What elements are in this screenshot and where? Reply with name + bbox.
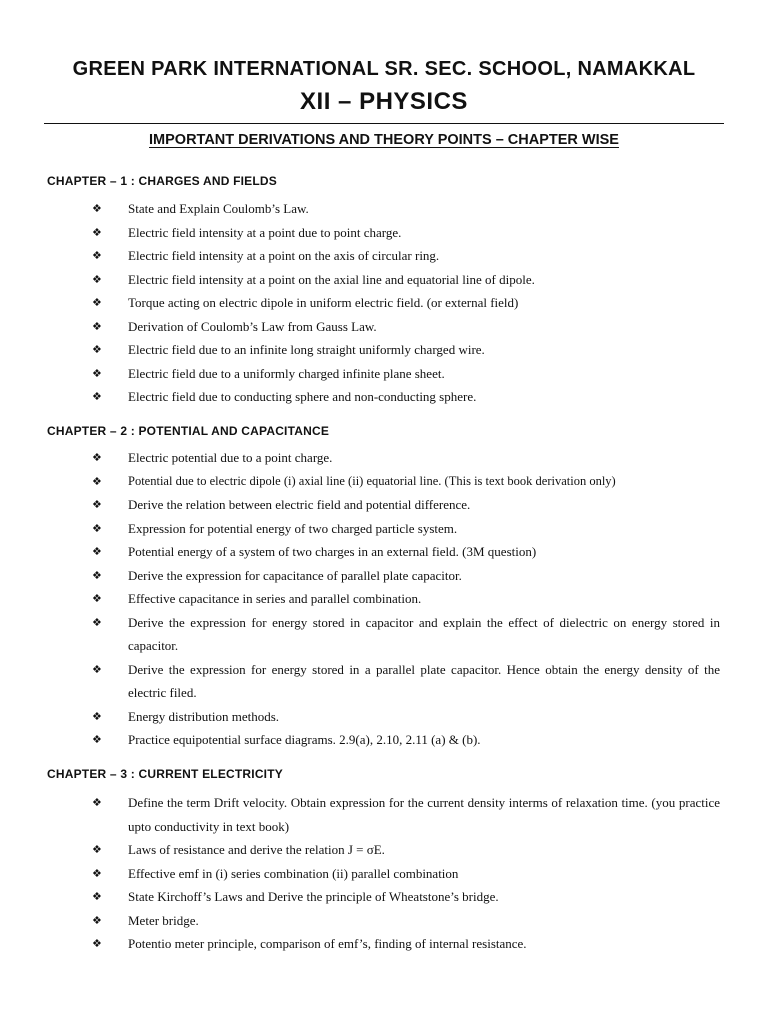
diamond-bullet-icon: ❖ [92,568,102,582]
diamond-bullet-icon: ❖ [92,937,102,950]
diamond-bullet-icon: ❖ [92,843,102,856]
diamond-bullet-icon: ❖ [92,498,102,511]
chapter-1-title: CHAPTER – 1 : CHARGES AND FIELDS [47,174,277,188]
document-heading-text: IMPORTANT DERIVATIONS AND THEORY POINTS – CHAPTER WISE [149,132,619,148]
list-item: ❖ Laws of resistance and derive the relation J = σE. [0,838,720,862]
list-item: ❖ Electric field due to a uniformly charged infinite plane sheet. [0,362,720,386]
list-item: ❖ Expression for potential energy of two charged particle system. [0,517,720,541]
diamond-bullet-icon: ❖ [92,545,102,558]
school-name: GREEN PARK INTERNATIONAL SR. SEC. SCHOOL, NAMAKKAL [72,58,696,80]
diamond-bullet-icon: ❖ [92,592,102,605]
diamond-bullet-icon: ❖ [92,272,102,286]
list-item: ❖ Potential energy of a system of two charges in an external field. (3M question) [0,540,720,564]
list-item: ❖ Torque acting on electric dipole in uniform electric field. (or external field) [0,291,720,315]
diamond-bullet-icon: ❖ [92,366,102,380]
list-item: ❖ Electric field due to an infinite long straight uniformly charged wire. [0,338,720,362]
list-item: ❖ Effective emf in (i) series combination (ii) parallel combination [0,862,720,886]
diamond-bullet-icon: ❖ [92,866,102,880]
list-item: ❖ Electric field intensity at a point on the axial line and equatorial line of dipole. [0,268,720,292]
list-item: ❖ Derivation of Coulomb’s Law from Gauss Law. [0,315,720,339]
diamond-bullet-icon: ❖ [92,390,102,403]
list-item: ❖ Derive the expression for capacitance of parallel plate capacitor. [0,564,720,588]
list-item: ❖ Derive the expression for energy stored in a parallel plate capacitor. Hence obtain the energy density of the electric filed. [0,658,720,705]
list-item: ❖ State and Explain Coulomb’s Law. [0,197,720,221]
diamond-bullet-icon: ❖ [92,225,102,239]
diamond-bullet-icon: ❖ [92,343,102,356]
diamond-bullet-icon: ❖ [92,709,102,723]
diamond-bullet-icon: ❖ [92,521,102,535]
diamond-bullet-icon: ❖ [92,796,102,809]
diamond-bullet-icon: ❖ [92,249,102,262]
document-heading [0,132,768,148]
diamond-bullet-icon: ❖ [92,319,102,333]
header-divider [44,123,724,124]
list-item: ❖ Meter bridge. [0,909,720,933]
diamond-bullet-icon: ❖ [92,202,102,215]
list-item: ❖ State Kirchoff’s Laws and Derive the principle of Wheatstone’s bridge. [0,885,720,909]
list-item: ❖ Energy distribution methods. [0,705,720,729]
list-item: ❖ Electric field intensity at a point due to point charge. [0,221,720,245]
diamond-bullet-icon: ❖ [92,296,102,309]
diamond-bullet-icon: ❖ [92,913,102,927]
diamond-bullet-icon: ❖ [92,615,102,629]
subject-title: XII – PHYSICS [300,88,468,115]
chapter-1-list [0,197,768,409]
chapter-3-list [0,791,768,956]
list-item: ❖ Electric potential due to a point charge. [0,446,720,470]
diamond-bullet-icon: ❖ [92,451,102,464]
diamond-bullet-icon: ❖ [92,474,102,488]
list-item: ❖ Electric field due to conducting sphere and non-conducting sphere. [0,385,720,409]
list-item: ❖ Define the term Drift velocity. Obtain expression for the current density interms of relaxation time. (you practice upto conductivity in text book) [0,791,720,838]
list-item: ❖ Effective capacitance in series and parallel combination. [0,587,720,611]
chapter-2-title: CHAPTER – 2 : POTENTIAL AND CAPACITANCE [47,424,330,438]
list-item: ❖ Derive the relation between electric field and potential difference. [0,493,720,517]
chapter-2-list [0,446,768,752]
list-item: ❖ Derive the expression for energy stored in capacitor and explain the effect of dielectric on energy stored in capacitor. [0,611,720,658]
list-item: ❖ Potentio meter principle, comparison of emf’s, finding of internal resistance. [0,932,720,956]
diamond-bullet-icon: ❖ [92,890,102,903]
list-item: ❖ Potential due to electric dipole (i) axial line (ii) equatorial line. (This is text book derivation only) [0,470,720,494]
list-item: ❖ Practice equipotential surface diagrams. 2.9(a), 2.10, 2.11 (a) & (b). [0,728,720,752]
list-item: ❖ Electric field intensity at a point on the axis of circular ring. [0,244,720,268]
chapter-3-title: CHAPTER – 3 : CURRENT ELECTRICITY [47,767,283,781]
diamond-bullet-icon: ❖ [92,662,102,676]
diamond-bullet-icon: ❖ [92,733,102,746]
